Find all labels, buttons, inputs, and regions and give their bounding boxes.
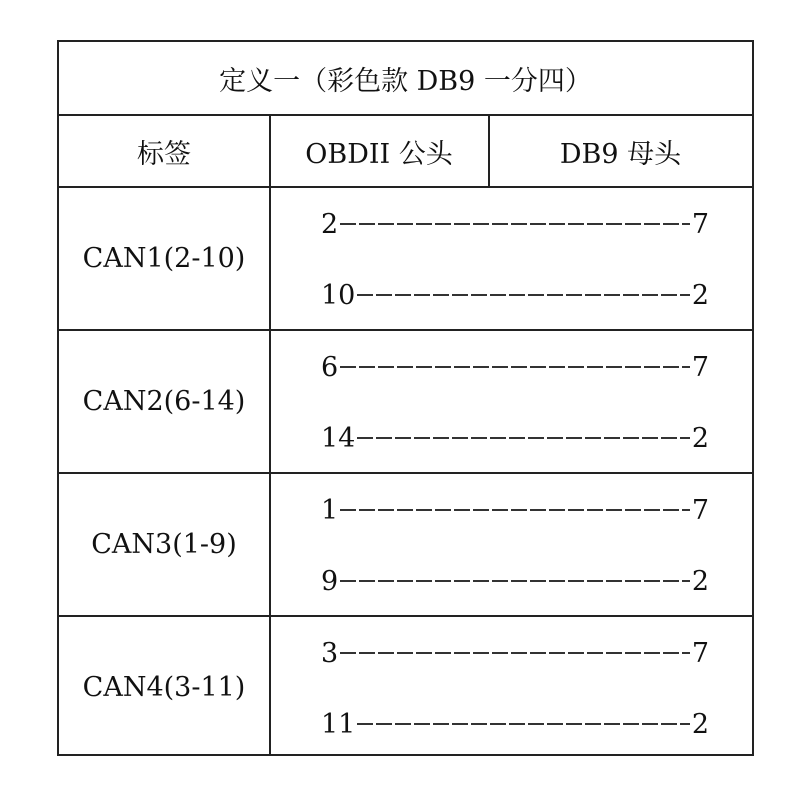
table-title: 定义一（彩色款 DB9 一分四） [219, 65, 592, 97]
row-label: CAN1(2-10) [82, 242, 246, 274]
row-label: CAN3(1-9) [91, 528, 237, 560]
pin-connection [321, 495, 709, 525]
dashed-line [340, 366, 690, 368]
pin-connection [321, 352, 709, 382]
obd-pin: 1 [321, 494, 339, 526]
dashed-line [340, 652, 690, 654]
row-label: CAN2(6-14) [82, 385, 246, 417]
pin-connection [321, 566, 709, 596]
db9-pin: 2 [691, 708, 709, 740]
dashed-line [357, 723, 689, 725]
db9-pin: 2 [691, 565, 709, 597]
dashed-line [340, 223, 690, 225]
header-label: 标签 [137, 138, 191, 170]
dashed-line [357, 294, 689, 296]
pin-connection [321, 423, 709, 453]
header-obdii: OBDII 公头 [305, 138, 453, 170]
db9-pin: 7 [691, 351, 709, 383]
header-db9: DB9 母头 [559, 138, 682, 170]
db9-pin: 7 [691, 637, 709, 669]
pinout-table [57, 40, 754, 756]
obd-pin: 9 [321, 565, 339, 597]
pin-connection [321, 709, 709, 739]
db9-pin: 7 [691, 494, 709, 526]
dashed-line [357, 437, 689, 439]
db9-pin: 7 [691, 208, 709, 240]
obd-pin: 2 [321, 208, 339, 240]
pin-connection [321, 209, 709, 239]
pin-connection [321, 638, 709, 668]
obd-pin: 11 [321, 708, 356, 740]
row-label: CAN4(3-11) [82, 671, 246, 703]
obd-pin: 14 [321, 422, 356, 454]
dashed-line [340, 580, 690, 582]
pin-connection [321, 280, 709, 310]
obd-pin: 3 [321, 637, 339, 669]
obd-pin: 10 [321, 279, 356, 311]
db9-pin: 2 [691, 279, 709, 311]
db9-pin: 2 [691, 422, 709, 454]
dashed-line [340, 509, 690, 511]
obd-pin: 6 [321, 351, 339, 383]
